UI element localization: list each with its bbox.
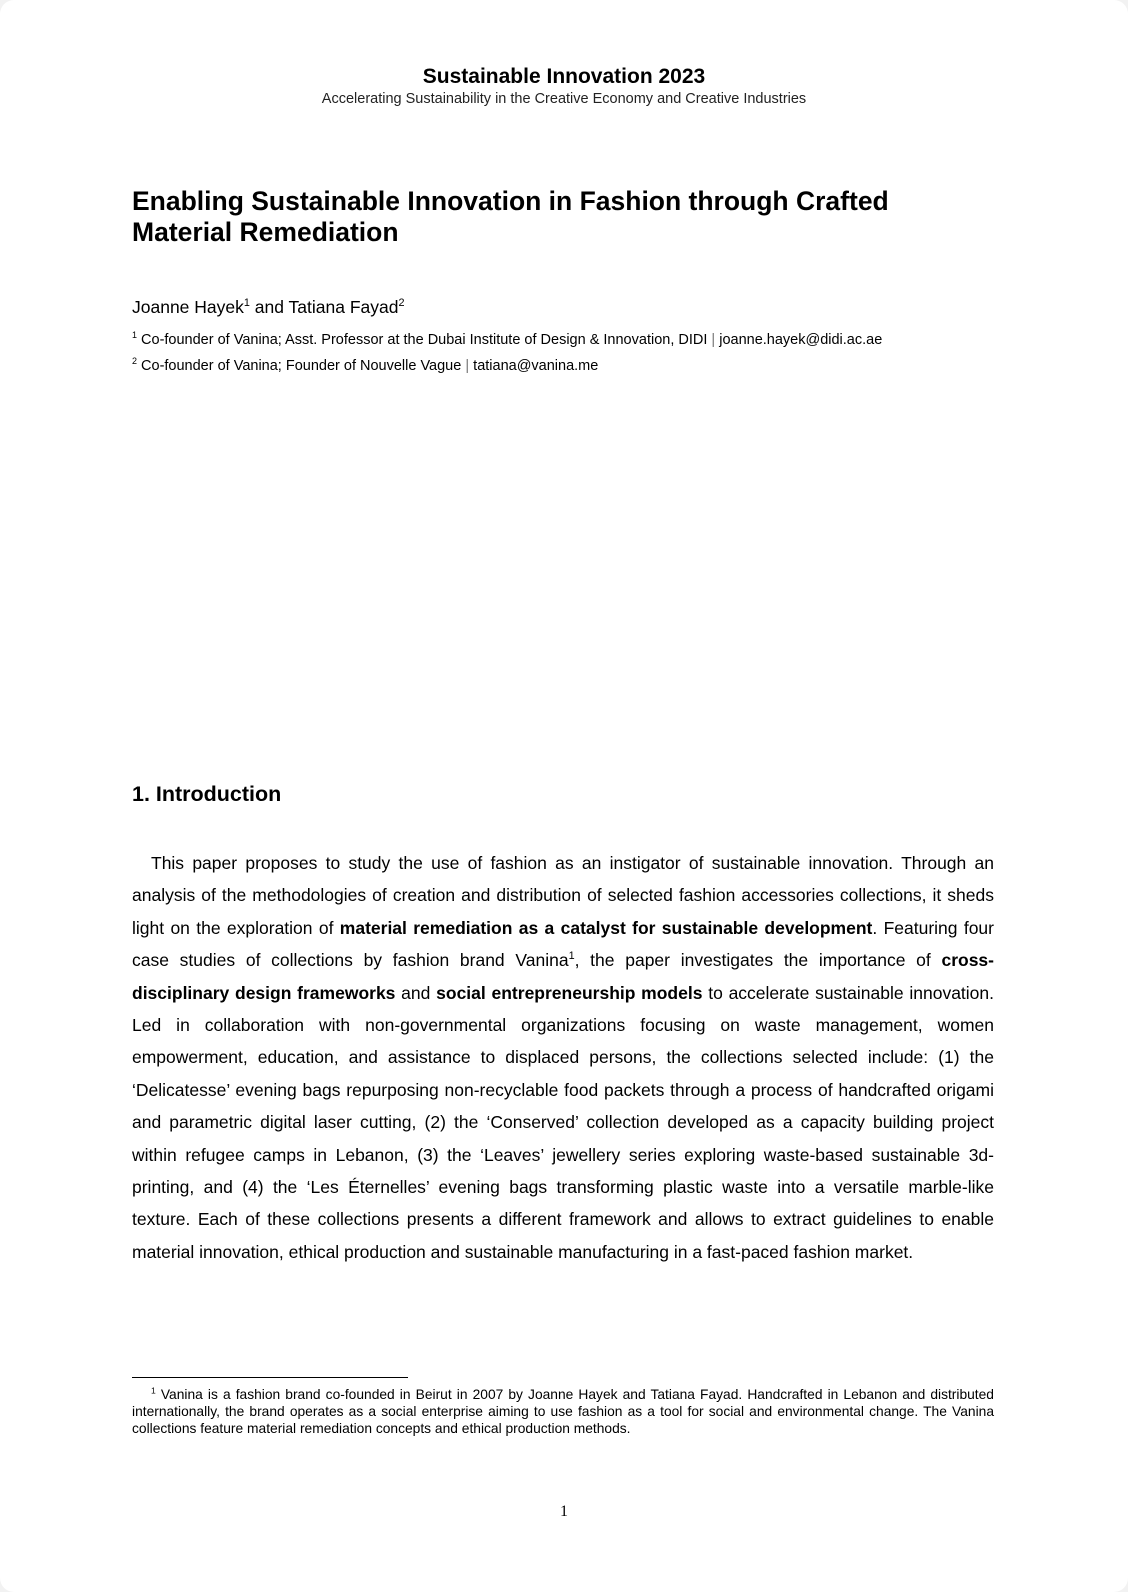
body-run-bold: cross-disciplinary design frameworks xyxy=(132,950,994,1003)
footnote-text: Vanina is a fashion brand co-founded in Beirut in 2007 by Joanne Hayek and Tatiana Fayad. Handcrafted in Lebanon and distributed internationally, the brand operates as a social enterprise aiming to use fashion as a tool for social and environmental change. The Vanina collections feature material remediation concepts and ethical production methods. xyxy=(132,1387,994,1436)
body-run: This paper proposes to study the use of fashion as an instigator of sustainable innovation. Through an analysis of the methodologies of creation and distribution of selected fashion accessories collections, it sheds light on the exploration of xyxy=(132,853,994,938)
author-joiner: and xyxy=(249,297,289,317)
page-number: 1 xyxy=(560,1503,568,1520)
author-affiliation-mark: 2 xyxy=(398,297,405,310)
body-run: , the paper investigates the importance of xyxy=(574,950,942,971)
author-line xyxy=(132,296,405,318)
body-run: . Featuring four case studies of collections by fashion brand Vanina xyxy=(132,917,994,971)
affiliation-text: Co-founder of Vanina; Founder of Nouvelle Vague xyxy=(141,358,462,374)
author-name: Joanne Hayek xyxy=(132,297,244,317)
author-affiliation-mark: 1 xyxy=(243,297,250,310)
conference-title: Sustainable Innovation 2023 xyxy=(422,65,706,88)
footnote-mark: 1 xyxy=(151,1385,156,1396)
paper-title: Enabling Sustainable Innovation in Fashion through Crafted Material Remediation xyxy=(132,186,889,247)
affiliation-separator: | xyxy=(711,332,716,348)
affiliation-mark: 1 xyxy=(132,330,137,341)
conference-subtitle: Accelerating Sustainability in the Creative Economy and Creative Industries xyxy=(321,91,807,107)
body-run: and xyxy=(395,982,437,1003)
footnote-reference: 1 xyxy=(568,950,575,963)
affiliation-separator: | xyxy=(465,358,470,374)
body-run-bold: social entrepreneurship models xyxy=(436,982,703,1003)
section-heading: 1. Introduction xyxy=(132,782,282,806)
body-run-bold: material remediation as a catalyst for sustainable development xyxy=(339,917,873,938)
affiliation-text: Co-founder of Vanina; Asst. Professor at the Dubai Institute of Design & Innovation, DIDI xyxy=(141,332,708,348)
introduction-paragraph xyxy=(132,847,994,1268)
affiliation-2 xyxy=(132,357,598,375)
author-name: Tatiana Fayad xyxy=(288,297,399,317)
footnote-divider xyxy=(132,1377,408,1378)
body-run: to accelerate sustainable innovation. Led in collaboration with non-governmental organizations focusing on waste management, women empowerment, education, and assistance to displaced persons, the collections selected include: (1) the ‘Delicatesse’ evening bags repurposing non-recyclable food packets through a process of handcrafted origami and parametric digital laser cutting, (2) the ‘Conserved’ collection developed as a capacity building project within refugee camps in Lebanon, (3) the ‘Leaves’ jewellery series exploring waste-based sustainable 3d-printing, and (4) the ‘Les Éternelles’ evening bags transforming plastic waste into a versatile marble-like texture. Each of these collections presents a different framework and allows to extract guidelines to enable material innovation, ethical production and sustainable manufacturing in a fast-paced fashion market. xyxy=(132,982,995,1262)
affiliation-email: joanne.hayek@didi.ac.ae xyxy=(719,332,883,348)
affiliation-email: tatiana@vanina.me xyxy=(473,358,599,374)
footnote xyxy=(132,1387,994,1437)
affiliation-mark: 2 xyxy=(132,356,137,367)
affiliation-1 xyxy=(132,331,882,349)
